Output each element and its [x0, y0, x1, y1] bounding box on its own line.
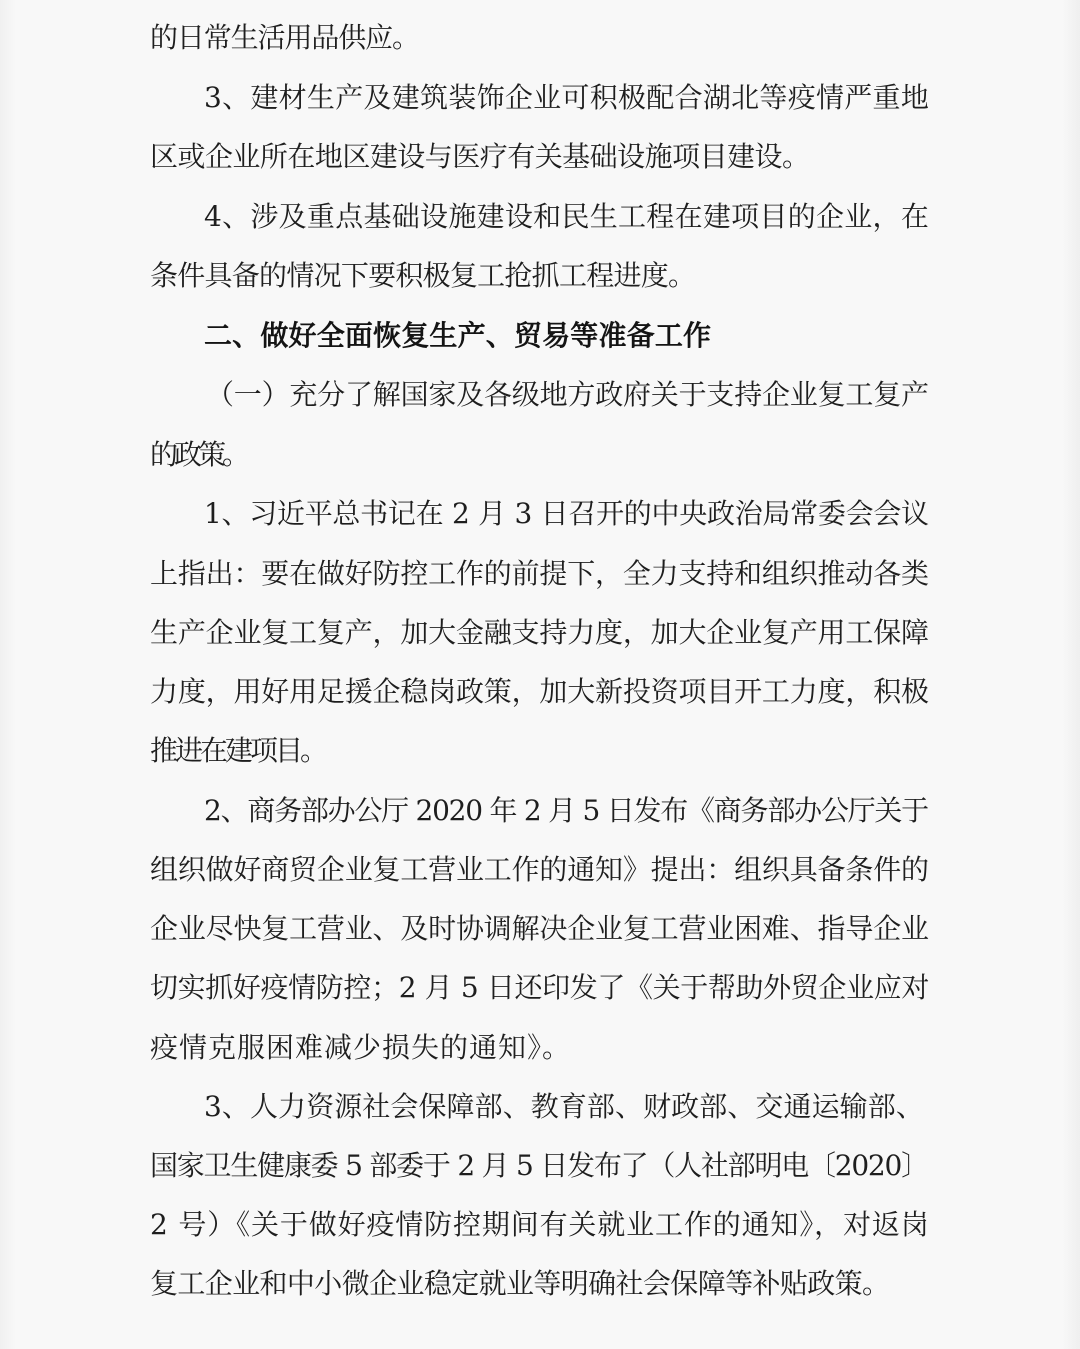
text-line: 1、习近平总书记在 2 月 3 日召开的中央政治局常委会会议 [204, 497, 929, 530]
text-line: 推进在建项目。 [150, 734, 326, 767]
text-line: 复工企业和中小微企业稳定就业等明确社会保障等补贴政策。 [150, 1267, 890, 1300]
section-heading: 二、做好全面恢复生产、贸易等准备工作 [204, 319, 712, 352]
subsection-heading: （一）充分了解国家及各级地方政府关于支持企业复工复产 [206, 378, 929, 411]
text-line: 的日常生活用品供应。 [150, 21, 419, 54]
text-line: 条件具备的情况下要积极复工抢抓工程进度。 [150, 259, 696, 292]
text-line: 2、商务部办公厅 2020 年 2 月 5 日发布《商务部办公厅关于 [204, 794, 928, 827]
text-line: 国家卫生健康委 5 部委于 2 月 5 日发布了（人社部明电〔2020〕 [150, 1149, 928, 1182]
text-line: 4、涉及重点基础设施建设和民生工程在建项目的企业，在 [204, 200, 930, 233]
text-line: 疫情克服困难减少损失的通知》。 [150, 1031, 572, 1064]
text-line: 力度，用好用足援企稳岗政策，加大新投资项目开工力度，积极 [150, 675, 929, 708]
text-line: 3、人力资源社会保障部、教育部、财政部、交通运输部、 [204, 1090, 924, 1123]
text-line: 3、建材生产及建筑装饰企业可积极配合湖北等疫情严重地 [204, 81, 930, 114]
text-line: 组织做好商贸企业复工营业工作的通知》提出：组织具备条件的 [150, 853, 929, 886]
text-line: 企业尽快复工营业、及时协调解决企业复工营业困难、指导企业 [150, 912, 929, 945]
text-line: 切实抓好疫情防控；2 月 5 日还印发了《关于帮助外贸企业应对 [150, 971, 929, 1004]
text-line: 上指出：要在做好防控工作的前提下，全力支持和组织推动各类 [150, 557, 929, 590]
text-line: 2 号）《关于做好疫情防控期间有关就业工作的通知》，对返岗 [150, 1208, 930, 1241]
text-line: 的政策。 [150, 438, 247, 471]
text-line: 生产企业复工复产，加大金融支持力度，加大企业复产用工保障 [150, 616, 929, 649]
text-line: 区或企业所在地区建设与医疗有关基础设施项目建设。 [150, 140, 810, 173]
